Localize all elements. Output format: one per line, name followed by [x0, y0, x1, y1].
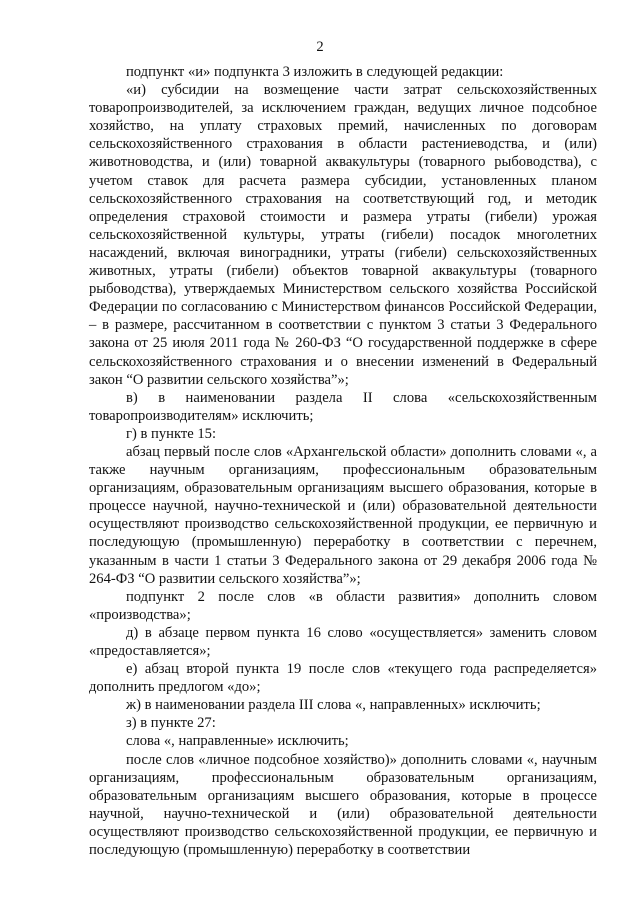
- document-body: [89, 63, 597, 859]
- paragraph-item-zh: ж) в наименовании раздела III слова «, направленных» исключить;: [126, 697, 541, 714]
- paragraph-item-e: е) абзац второй пункта 19 после слов «текущего года распределяется» дополнить предлогом «до»;: [89, 661, 597, 696]
- paragraph-item-d: д) в абзаце первом пункта 16 слово «осуществляется» заменить словом «предоставляется»;: [89, 624, 597, 659]
- paragraph-item-z-words: слова «, направленные» исключить;: [126, 733, 349, 750]
- paragraph-item-g: г) в пункте 15:: [126, 425, 216, 442]
- paragraph-item-z-after: после слов «личное подсобное хозяйство)» дополнить словами «, научным организациям, профессиональным образовательным организациям, образовательным организациям высшего образования, которые в процессе научной, научно-технической и (или) образовательной деятельности осуществляют производство сельскохозяйственной продукции, ее первичную и последующую (промышленную) переработку в соответствии: [89, 751, 597, 859]
- paragraph-item-g-abzac: абзац первый после слов «Архангельской области» дополнить словами «, а также научным организациям, профессиональным образовательным организациям, образовательным организациям высшего образования, которые в процессе научной, научно-технической и (или) образовательной деятельности осуществляют производство сельскохозяйственной продукции, ее первичную и последующую (промышленную) переработку в соответствии с перечнем, указанным в части 1 статьи 3 Федерального закона от 29 декабря 2006 года № 264-ФЗ “О развитии сельского хозяйства”»;: [89, 443, 597, 587]
- paragraph-subsidy-i: «и) субсидии на возмещение части затрат сельскохозяйственных товаропроизводителей, за исключением граждан, ведущих личное подсобное хозяйство, на уплату страховых премий, начисленных по договорам сельскохозяйственного страхования в области растениеводства, и (или) животноводства, и (или) товарной аквакультуры (товарного рыбоводства), с учетом ставок для расчета размера субсидии, установленных планом сельскохозяйственного страхования на соответствующий год, и методик определения страховой стоимости и размера утраты (гибели) урожая сельскохозяйственной культуры, утраты (гибели) посадок многолетних насаждений, включая виноградники, утраты (гибели) сельскохозяйственных животных, утраты (гибели) объектов товарной аквакультуры (товарного рыбоводства), утверждаемых Министерством сельского хозяйства Российской Федерации по согласованию с Министерством финансов Российской Федерации, – в размере, рассчитанном в соответствии с пунктом 3 статьи 3 Федерального закона от 25 июля 2011 года № 260-ФЗ “О государственной поддержке в сфере сельскохозяйственного страхования и о внесении изменений в Федеральный закон “О развитии сельского хозяйства”»;: [89, 82, 597, 388]
- paragraph-item-g-podpunkt: подпункт 2 после слов «в области развития» дополнить словом «производства»;: [89, 588, 597, 623]
- page-number: 2: [316, 39, 324, 55]
- paragraph-item-z: з) в пункте 27:: [126, 715, 216, 732]
- paragraph-intro: подпункт «и» подпункта 3 изложить в следующей редакции:: [126, 64, 504, 80]
- paragraph-item-v: в) в наименовании раздела II слова «сельскохозяйственным товаропроизводителям» исключить;: [89, 389, 597, 424]
